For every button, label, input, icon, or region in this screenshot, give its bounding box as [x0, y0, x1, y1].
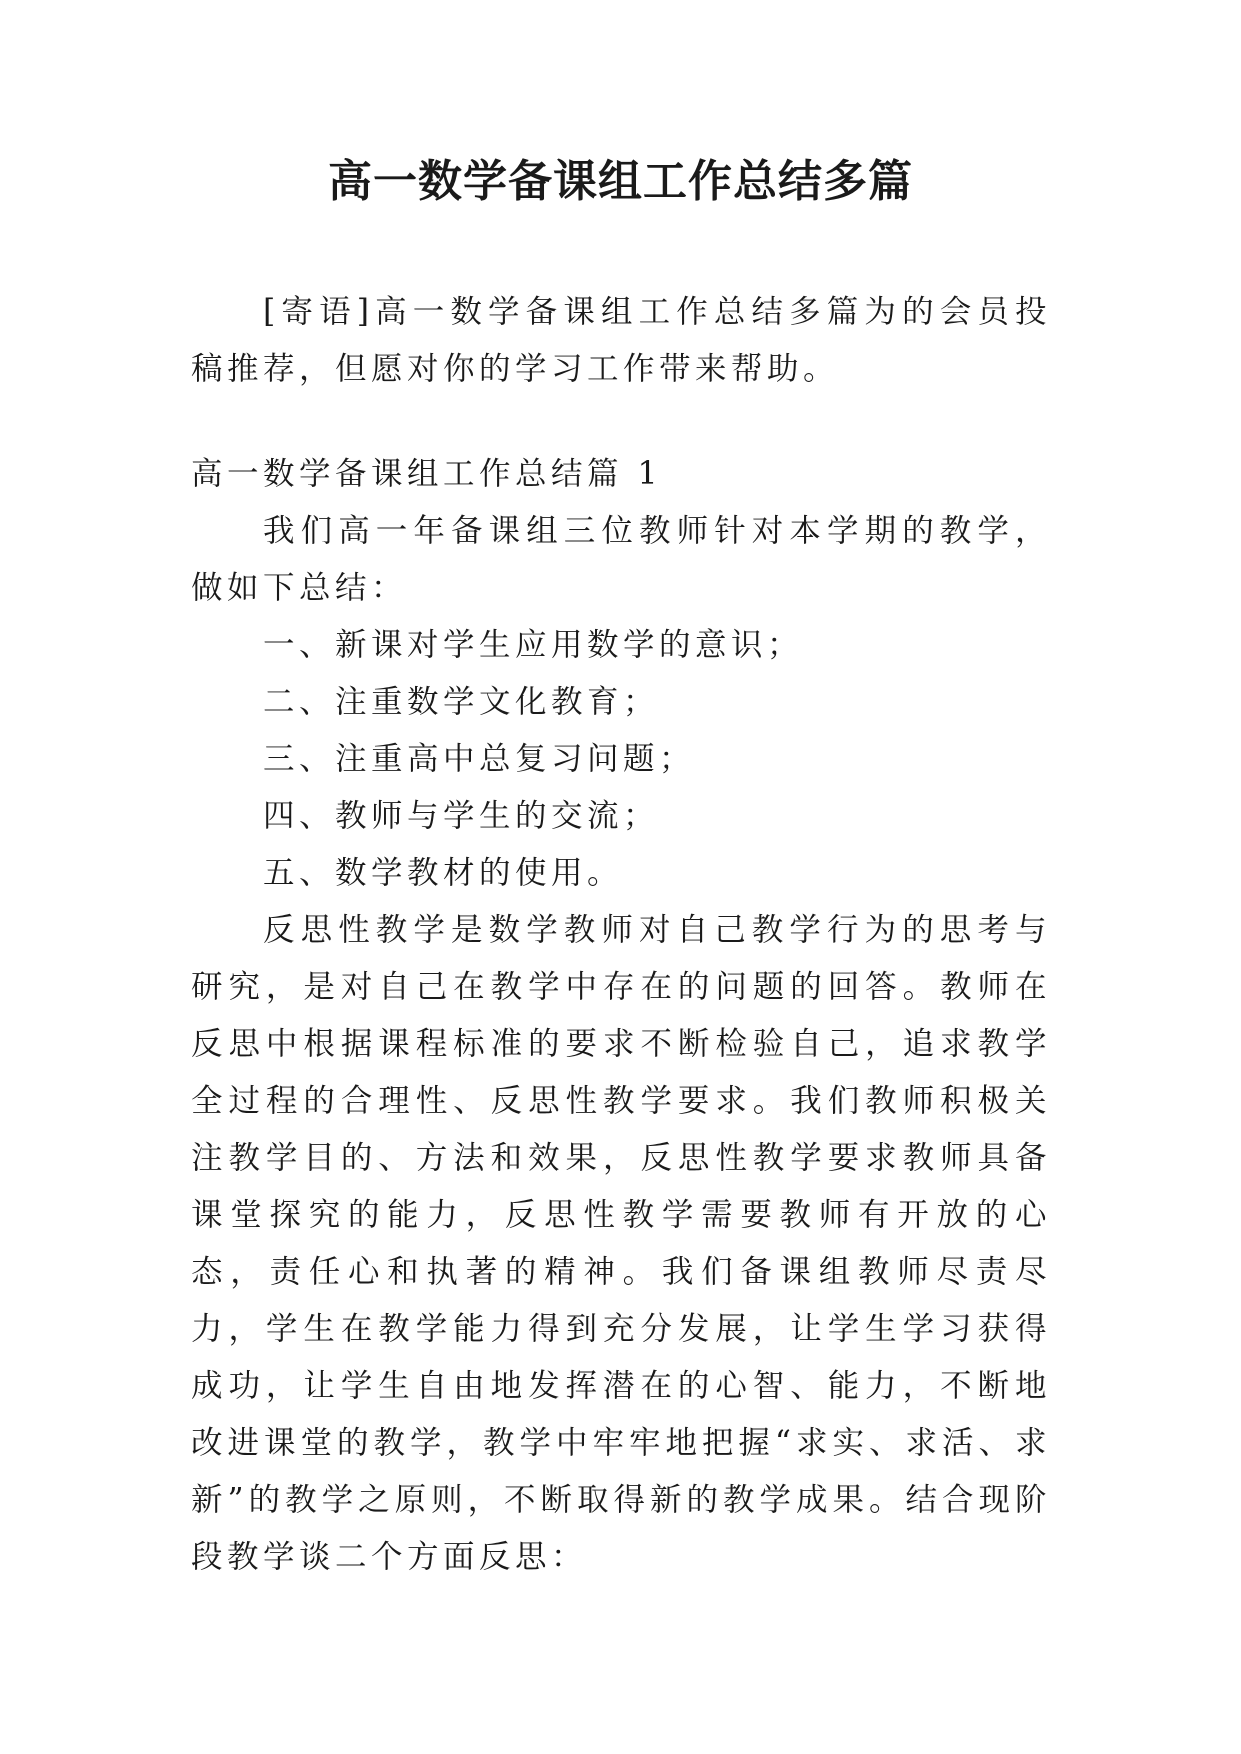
intro-paragraph: [寄语]高一数学备课组工作总结多篇为的会员投稿推荐，但愿对你的学习工作带来帮助。 — [191, 294, 1051, 387]
paragraph: 反思性教学是数学教师对自己教学行为的思考与研究，是对自己在教学中存在的问题的回答。教师在反思中根据课程标准的要求不断检验自己，追求教学全过程的合理性、反思性教学要求。我们教师积极关注教学目的、方法和效果，反思性教学要求教师具备课堂探究的能力，反思性教学需要教师有开放的心态，责任心和执著的精神。我们备课组教师尽责尽力，学生在教学能力得到充分发展，让学生学习获得成功，让学生自由地发挥潜在的心智、能力，不断地改进课堂的教学，教学中牢牢地把握“求实、求活、求新”的教学之原则，不断取得新的教学成果。结合现阶段教学谈二个方面反思： — [191, 912, 1051, 1575]
document-title: 高一数学备课组工作总结多篇 — [328, 156, 913, 207]
list-item: 四、教师与学生的交流； — [263, 798, 660, 834]
paragraph: 我们高一年备课组三位教师针对本学期的教学，做如下总结： — [191, 513, 1051, 606]
list-item: 三、注重高中总复习问题； — [263, 741, 696, 777]
intro-block — [191, 284, 1051, 398]
section-heading: 高一数学备课组工作总结篇 1 — [191, 456, 663, 492]
list-item: 一、新课对学生应用数学的意识； — [263, 627, 804, 663]
list-item: 二、注重数学文化教育； — [263, 684, 660, 720]
list-item: 五、数学教材的使用。 — [263, 855, 624, 891]
main-content — [191, 446, 1051, 1586]
